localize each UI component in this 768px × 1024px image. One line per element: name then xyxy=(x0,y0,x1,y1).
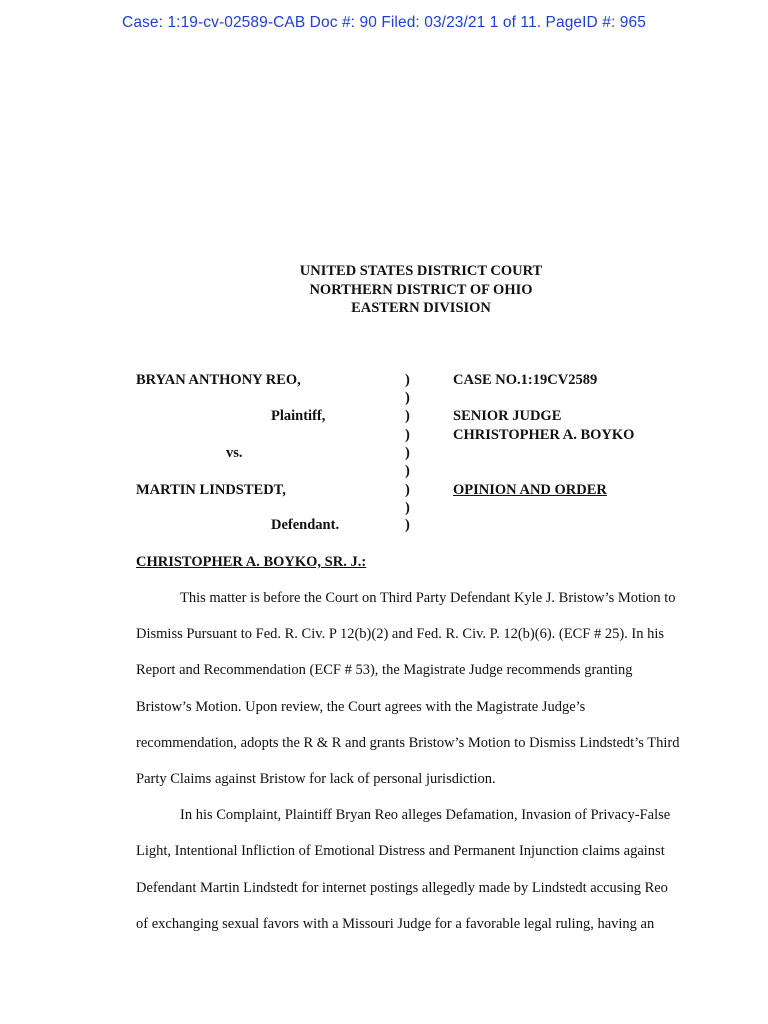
plaintiff-role: Plaintiff, xyxy=(271,408,326,424)
plaintiff-name: BRYAN ANTHONY REO, xyxy=(136,372,301,388)
judge-title: SENIOR JUDGE xyxy=(453,408,562,424)
document-title: OPINION AND ORDER xyxy=(453,482,607,498)
judge-name: CHRISTOPHER A. BOYKO xyxy=(453,427,635,443)
body-line: recommendation, adopts the R & R and grants Bristow’s Motion to Dismiss Lindstedt’s Third xyxy=(136,734,680,751)
caption-paren: ) xyxy=(405,427,410,443)
body-line: Report and Recommendation (ECF # 53), the Magistrate Judge recommends granting xyxy=(136,662,633,679)
caption-paren: ) xyxy=(405,445,410,461)
caption-paren: ) xyxy=(405,372,410,388)
body-line: Bristow’s Motion. Upon review, the Court agrees with the Magistrate Judge’s xyxy=(136,698,586,715)
body-line: Defendant Martin Lindstedt for internet postings allegedly made by Lindstedt accusing Reo xyxy=(136,879,668,896)
defendant-name: MARTIN LINDSTEDT, xyxy=(136,482,286,498)
author-line: CHRISTOPHER A. BOYKO, SR. J.: xyxy=(136,554,367,570)
caption-paren: ) xyxy=(405,482,410,498)
court-name: UNITED STATES DISTRICT COURT xyxy=(299,263,543,279)
caption-paren: ) xyxy=(405,408,410,424)
body-line: of exchanging sexual favors with a Missouri Judge for a favorable legal ruling, having an xyxy=(136,915,655,932)
body-line: Party Claims against Bristow for lack of personal jurisdiction. xyxy=(136,771,496,788)
opinion-body xyxy=(136,580,706,942)
ecf-header-stamp: Case: 1:19-cv-02589-CAB Doc #: 90 Filed: 03/23/21 1 of 11. PageID #: 965 xyxy=(122,14,646,31)
caption-paren: ) xyxy=(405,517,410,533)
versus-label: vs. xyxy=(226,445,243,461)
court-district: NORTHERN DISTRICT OF OHIO xyxy=(309,281,533,298)
body-line: This matter is before the Court on Third Party Defendant Kyle J. Bristow’s Motion to xyxy=(180,590,676,606)
caption-paren: ) xyxy=(405,500,410,516)
court-division: EASTERN DIVISION xyxy=(351,300,491,316)
case-number: CASE NO.1:19CV2589 xyxy=(453,372,598,388)
court-heading xyxy=(0,262,768,318)
defendant-role: Defendant. xyxy=(271,517,340,533)
body-line: Dismiss Pursuant to Fed. R. Civ. P 12(b)(2) and Fed. R. Civ. P. 12(b)(6). (ECF # 25). In his xyxy=(136,626,665,643)
caption-paren: ) xyxy=(405,390,410,406)
caption-paren: ) xyxy=(405,463,410,479)
body-line: In his Complaint, Plaintiff Bryan Reo alleges Defamation, Invasion of Privacy-False xyxy=(180,807,671,824)
body-line: Light, Intentional Infliction of Emotional Distress and Permanent Injunction claims against xyxy=(136,843,665,860)
